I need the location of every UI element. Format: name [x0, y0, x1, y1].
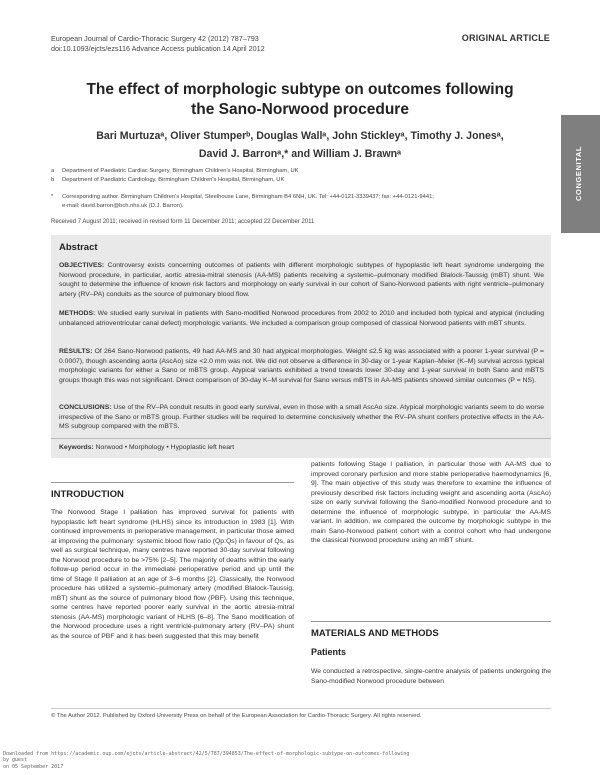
download-stamp	[3, 751, 409, 770]
abstract-divider	[51, 438, 551, 439]
affiliation-b-marker: b	[51, 177, 55, 183]
patients-paragraph: We conducted a retrospective, single-centre analysis of patients undergoing the Sano-modified Norwood procedure between	[311, 668, 551, 685]
download-line-2: by guest	[3, 757, 28, 764]
affiliation-a-marker: a	[51, 168, 55, 174]
methods-rule	[311, 621, 551, 622]
authors-line-2: David J. Barronᵃ,* and William J. Brawnᵃ	[198, 148, 402, 160]
journal-citation: European Journal of Cardio-Thoracic Surgery 42 (2012) 787–793	[51, 34, 259, 43]
title-line-1: The effect of morphologic subtype on outcomes following	[86, 81, 514, 98]
methods-text: We studied early survival in patients with Sano-modified Norwood procedures from 2002 to 2010 and included both typical and atypical (including unbalanced atrioventricular canal defect) morphologic variants. We included a comparison group composed of classical Norwood patients with mBT shunts.	[59, 310, 544, 327]
abstract-results	[59, 347, 544, 385]
affiliation-b	[51, 176, 551, 185]
corresponding-marker: *	[51, 194, 54, 200]
authors-line-1: Bari Murtuzaᵃ, Oliver Stumperᵇ, Douglas Wallᵃ, John Stickleyᵃ, Timothy J. Jonesᵃ,	[96, 130, 504, 142]
journal-header	[51, 34, 265, 54]
abstract-objectives	[59, 261, 544, 299]
objectives-label: OBJECTIVES:	[59, 262, 105, 269]
intro-paragraph: The Norwood Stage I palliation has improved survival for patients with hypoplastic left heart syndrome (HLHS) since its introduction in 1983 [1]. With continued improvements in perioperative management, in particular those aimed at improving the pulmonary: systemic blood flow ratio (Qp:Qs) in favour of Qs, as well as surgical technique, many centres have reported 30-day survival following the Norwood procedure to be >75% [2–5]. The majority of deaths within the early follow-up period occur in the immediate perioperative period and up until the time of Stage II palliation at an age of 3–6 months [2]. Classically, the Norwood procedure has utilized a systemic–pulmonary artery (modified Blalock-Taussig, mBT) shunt as the source of pulmonary blood flow (PBF). Using this technique, some centres have reported poorer early survival in the aortic atresia-mitral stenosis (AA-MS) morphologic variant of HLHS [6–8]. The Sano modification of the Norwood procedure uses a right ventricle-pulmonary artery (RV–PA) shunt as the source of PBF and it has been suggested that this may benefit	[51, 509, 294, 640]
affiliation-b-text: Department of Paediatric Cardiology, Birmingham Children's Hospital, Birmingham, UK	[62, 177, 285, 183]
download-line-1[interactable]: Downloaded from https://academic.oup.com/ejcts/article-abstract/42/5/787/394853/The-effect-of-morphologic-subtype-on-outcomes-following	[3, 751, 410, 757]
abstract-methods	[59, 309, 544, 328]
keywords-text: Norwood • Morphology • Hypoplastic left heart	[93, 444, 235, 451]
right-column-paragraph: patients following Stage I palliation, in particular those with AA-MS due to improved coronary perfusion and more stable perioperative haemodynamics [6, 9]. The main objective of this study was therefore to examine the influence of previously described risk factors including weight and ascending aorta (AscAo) size on early survival following the Sano-modified Norwood procedure and to determine the influence of morphologic subtype, in particular the AA-MS variant. In addition, we compared the outcome by morphologic subtype in the main Sano-Norwood patient cohort with a control cohort who had undergone the classical Norwood procedure using an mBT shunt.	[311, 461, 551, 544]
abstract-heading: Abstract	[59, 242, 98, 253]
results-text: Of 264 Sano-Norwood patients, 49 had AA-MS and 30 had atypical morphologies. Weight ≤2.5 kg was associated with a poorer 1-year survival (P = 0.0007), though ascending aorta (AscAo) size <2.0 mm was not. We did not observe a difference in 30-day or 1-year Kaplan–Meier (K–M) survival across typical morphologic variants for either a Sano or mBTS group. Atypical variants exhibited a trend towards lower 30-day and 1-year survival in both Sano and mBTS groups though this was not significant. Direct comparison of 30-day K–M survival for Sano versus mBTS in AA-MS patients showed similar outcomes (P = NS).	[59, 348, 544, 384]
conclusions-label: CONCLUSIONS:	[59, 404, 112, 411]
side-tab-label: CONGENITAL	[574, 145, 583, 201]
doi-line: doi:10.1093/ejcts/ezs116 Advance Access publication 14 April 2012	[51, 44, 265, 53]
title-line-2: the Sano-Norwood procedure	[191, 101, 409, 118]
results-label: RESULTS:	[59, 348, 93, 355]
keywords-label: Keywords:	[59, 444, 94, 451]
article-title	[60, 80, 540, 120]
copyright-footer: © The Author 2012. Published by Oxford University Press on behalf of the European Association for Cardio-Thoracic Surgery. All rights reserved.	[51, 713, 422, 719]
article-type-label: ORIGINAL ARTICLE	[461, 33, 550, 43]
conclusions-text: Use of the RV–PA conduit results in good early survival, even in those with a small AscAo size. Atypical morphologic variants seem to do worse irrespective of the Sano or mBTS group. Further studies will be required to determine conclusively whether the RV–PA shunt confers protective effects in the AA-MS subgroup compared with the mBTS.	[59, 404, 544, 431]
affiliation-a	[51, 167, 551, 176]
corresponding-text-1: Corresponding author. Birmingham Children's Hospital, Steelhouse Lane, Birmingham B4 6NH, UK. Tel: +44-0121-3339437; fax: +44-0121-9441;	[62, 194, 434, 200]
abstract-conclusions	[59, 403, 544, 432]
methods-heading: MATERIALS AND METHODS	[311, 628, 439, 639]
received-dates: Received 7 August 2011; received in revised form 11 December 2011; accepted 22 December 2011	[51, 219, 315, 225]
abstract-box	[51, 235, 551, 458]
methods-label: METHODS:	[59, 310, 96, 317]
affiliation-a-text: Department of Paediatric Cardiac Surgery, Birmingham Children's Hospital, Birmingham, UK	[62, 168, 299, 174]
intro-rule	[51, 482, 294, 483]
section-side-tab	[561, 115, 600, 233]
corresponding-author	[51, 193, 551, 210]
author-list	[60, 127, 540, 163]
corresponding-text-2: e-mail: david.barron@bch.nhs.uk (D.J. Barron).	[62, 202, 184, 209]
intro-heading: INTRODUCTION	[51, 489, 124, 500]
patients-subheading: Patients	[311, 647, 347, 657]
objectives-text: Controversy exists concerning outcomes of patients with different morphologic subtypes of hypoplastic left heart syndrome undergoing the Norwood procedure, in particular, aortic atresia-mitral stenosis (AA-MS) patients receiving a systemic–pulmonary modified Blalock-Taussig (mBT) shunt. We sought to determine the influence of known risk factors and morphology on early survival in our cohort of Sano-Norwood patients with right ventricle–pulmonary artery (RV–PA) conduits as the source of pulmonary blood flow.	[59, 262, 544, 298]
download-line-3: on 05 September 2017	[3, 763, 64, 770]
footer-rule	[51, 708, 551, 709]
keywords	[59, 444, 234, 451]
